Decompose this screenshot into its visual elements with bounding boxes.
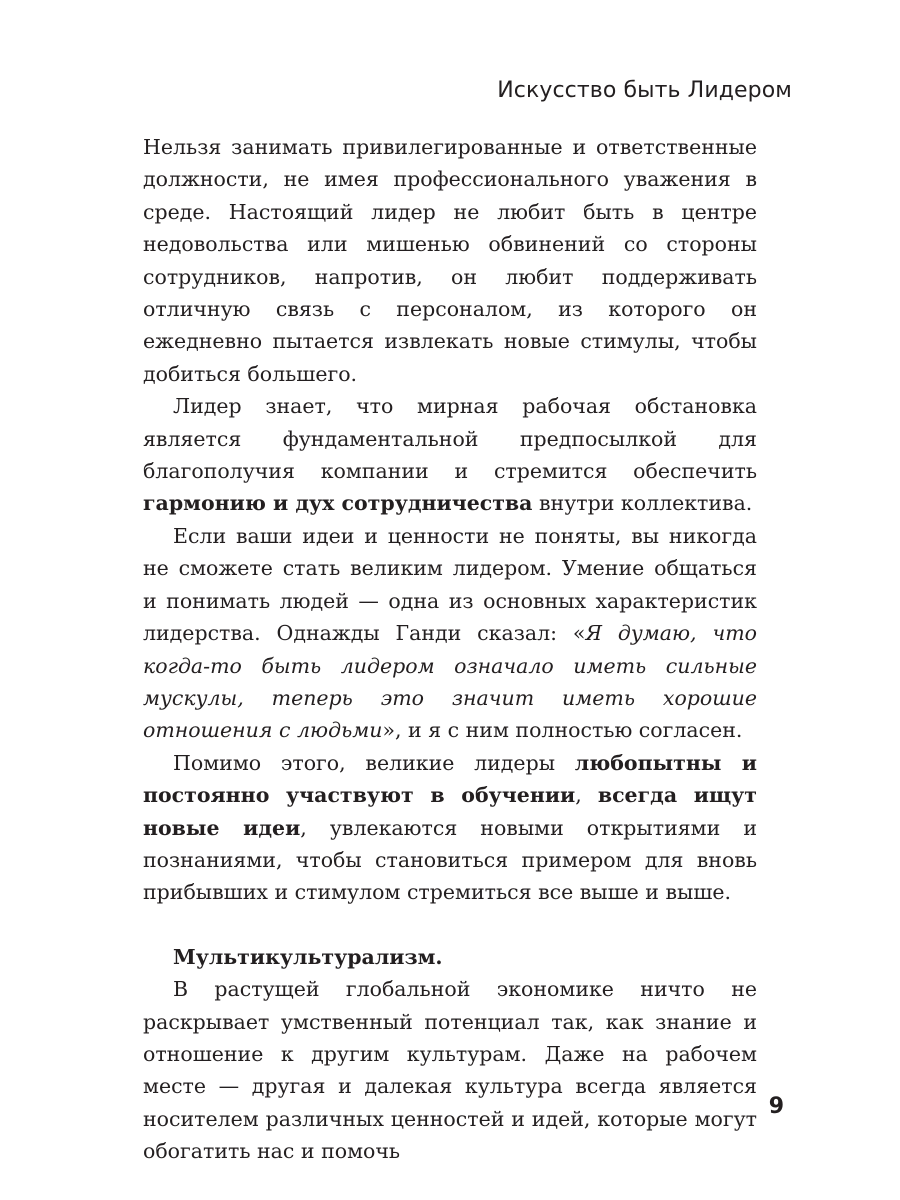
body-text bbox=[143, 131, 757, 1168]
paragraph-4 bbox=[143, 747, 757, 909]
paragraph-2 bbox=[143, 390, 757, 520]
paragraph-4-separator: , bbox=[575, 783, 598, 808]
gandhi-quote: Я думаю, что когда-то быть лидером означало иметь сильные мускулы, теперь это значит иметь хорошие отношения с людьми bbox=[143, 621, 757, 743]
page-number: 9 bbox=[768, 1094, 784, 1119]
paragraph-3-text-start: Если ваши идеи и ценности не поняты, вы никогда не сможете стать великим лидером. Умение общаться и понимать людей — одна из основных характеристик лидерства. Однажды Ганди сказал: « bbox=[143, 523, 757, 646]
paragraph-4-text-start: Помимо этого, великие лидеры bbox=[173, 750, 575, 775]
paragraph-5-text: В растущей глобальной экономике ничто не раскрывает умственный потенциал так, как знание и отношение к другим культурам. Даже на рабочем месте — другая и далекая культура всегда является носителем различных ценностей и идей, которые могут обогатить нас и помочь bbox=[143, 977, 757, 1164]
section-heading: Мультикультурализм. bbox=[173, 944, 443, 969]
paragraph-4-text-end: , увлекаются новыми открытиями и познаниями, чтобы становиться примером для вновь прибывших и стимулом стремиться все выше и выше. bbox=[143, 815, 757, 905]
paragraph-2-emphasis: гармонию и дух сотрудничества bbox=[143, 491, 533, 516]
paragraph-5 bbox=[143, 973, 757, 1167]
paragraph-3 bbox=[143, 520, 757, 747]
paragraph-3-text-end: », и я с ним полностью согласен. bbox=[382, 718, 743, 743]
paragraph-2-text-end: внутри коллектива. bbox=[532, 491, 753, 516]
paragraph-2-text-start: Лидер знает, что мирная рабочая обстановка является фундаментальной предпосылкой для благополучия компании и стремится обеспечить bbox=[143, 394, 757, 484]
paragraph-1-text: Нельзя занимать привилегированные и ответственные должности, не имея профессионального уважения в среде. Настоящий лидер не любит быть в центре недовольства или мишенью обвинений со стороны сотрудников, напротив, он любит поддерживать отличную связь с персоналом, из которого он ежедневно пытается извлекать новые стимулы, чтобы добиться большего. bbox=[143, 135, 757, 386]
paragraph-4-emphasis-1: любопытны и постоянно участвуют в обучении bbox=[143, 750, 757, 808]
paragraph-1 bbox=[143, 131, 757, 390]
paragraph-4-emphasis-2: всегда ищут новые идеи bbox=[143, 783, 757, 840]
running-head-title: Искусство быть Лидером bbox=[497, 78, 792, 103]
